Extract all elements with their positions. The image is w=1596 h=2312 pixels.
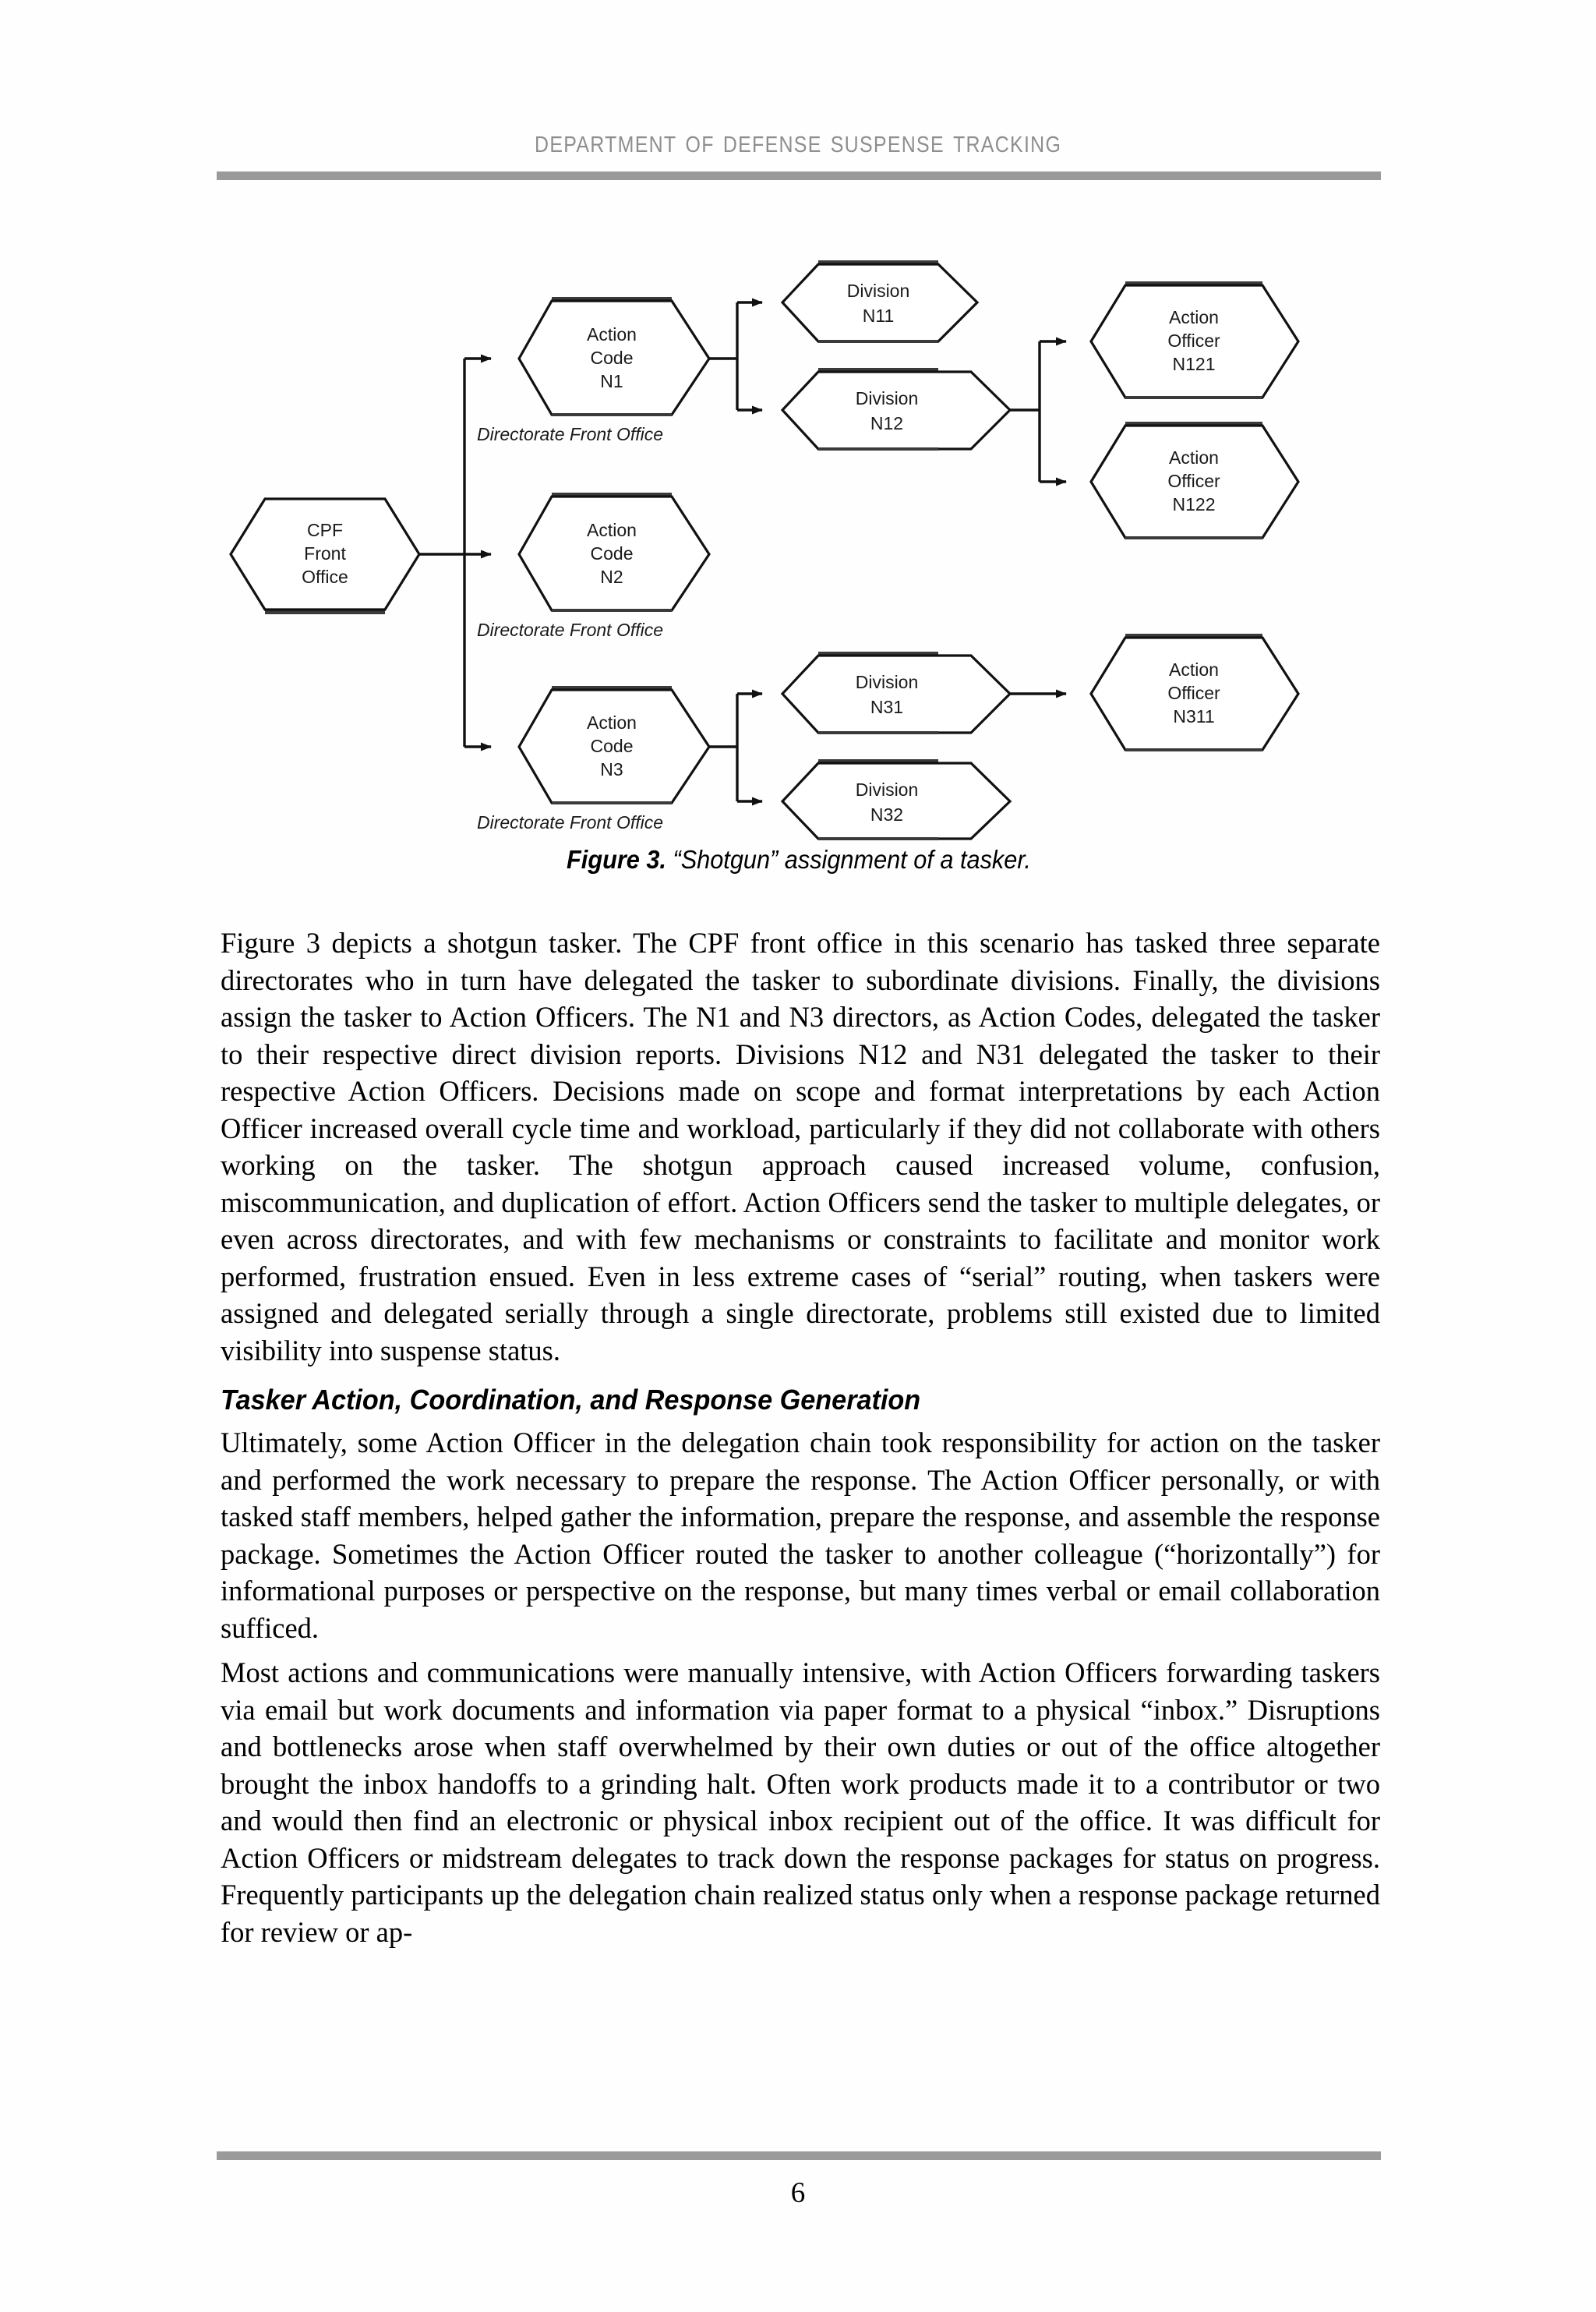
paragraph-1: Figure 3 depicts a shotgun tasker. The CPF front office in this scenario has tasked three separate directorates who in turn have delegated the tasker to subordinate divisions. Finally, the divisions assign the tasker to Action Officers. The N1 and N3 directors, as Action Codes, delegated the tasker to their respective direct division reports. Divisions N12 and N31 delegated the tasker to their respective Action Officers. Decisions made on scope and format interpretations by each Action Officer increased overall cycle time and workload, particularly if they did not collaborate with others working on the tasker. The shotgun approach caused increased volume, confusion, miscommunication, and duplication of effort. Action Officers send the tasker to multiple delegates, or even across directorates, and with few mechanisms or constraints to facilitate and monitor work performed, frustration ensued. Even in less extreme cases of “serial” routing, when taskers were assigned and delegated serially through a single directorate, problems still existed due to limited visibility into suspense status. [221, 927, 1380, 1366]
figure-3-block [217, 248, 1381, 875]
figure-caption [257, 845, 1340, 875]
node-division-n31 [782, 652, 1010, 734]
node-cpf-line2: Front [304, 543, 346, 564]
node-action-officer-n122 [1091, 422, 1298, 539]
header-rule [217, 171, 1381, 180]
running-header-title: department of defense suspense tracking [534, 123, 1062, 159]
node-n121-line3: N121 [1172, 354, 1216, 374]
node-n121-line2: Officer [1167, 331, 1220, 351]
node-action-code-n2 [519, 493, 709, 612]
node-n2-line3: N2 [600, 567, 623, 587]
running-header [0, 123, 1596, 160]
node-n311-line3: N311 [1173, 706, 1215, 726]
node-n122-line1: Action [1169, 447, 1219, 468]
node-n3-line2: Code [590, 736, 634, 756]
paragraph-3: Most actions and communications were manually intensive, with Action Officers forwarding taskers via email but work documents and information via paper format to a physical “inbox.” Disruptions and bottlenecks arose when staff overwhelmed by their own duties or out of the office altogether brought the inbox handoffs to a grinding halt. Often work products made it to a contributor or two and would then find an electronic or physical inbox recipient out of the office. It was difficult for Action Officers or midstream delegates to track down the response packages for status on progress. Frequently participants up the delegation chain realized status only when a response package returned for review or ap- [221, 1656, 1380, 1948]
node-division-n32 [782, 759, 1010, 840]
node-n12-line1: Division [855, 388, 919, 408]
footer-rule [217, 2151, 1381, 2160]
shotgun-tasker-diagram [217, 248, 1381, 840]
node-action-code-n1 [519, 297, 709, 416]
swimlane-label-2: Directorate Front Office [477, 620, 664, 640]
node-division-n12 [782, 368, 1010, 451]
node-n12-line2: N12 [870, 413, 904, 433]
node-n32-line2: N32 [870, 804, 904, 825]
node-n3-line1: Action [587, 712, 637, 733]
body-column [221, 924, 1380, 1952]
node-division-n11 [782, 260, 977, 343]
node-n11-line2: N11 [862, 306, 895, 326]
node-n3-line3: N3 [600, 759, 623, 780]
node-cpf-line3: Office [302, 567, 348, 587]
node-n311-line2: Officer [1167, 683, 1220, 703]
node-n122-line3: N122 [1172, 494, 1216, 514]
node-n121-line1: Action [1169, 307, 1219, 327]
node-cpf-line1: CPF [307, 520, 343, 540]
node-action-officer-n311 [1091, 634, 1298, 751]
page-number: 6 [790, 2177, 806, 2209]
node-n31-line1: Division [855, 672, 919, 692]
swimlane-label-3: Directorate Front Office [477, 812, 664, 833]
node-n311-line1: Action [1169, 659, 1219, 680]
node-action-code-n3 [519, 686, 709, 804]
node-n1-line1: Action [587, 324, 637, 345]
node-n2-line2: Code [590, 543, 634, 564]
node-n31-line2: N31 [870, 697, 904, 717]
node-cpf-front-office [231, 499, 419, 614]
swimlane-label-1: Directorate Front Office [477, 424, 664, 444]
node-n122-line2: Officer [1167, 471, 1220, 491]
node-n11-line1: Division [846, 281, 910, 301]
paragraph-2: Ultimately, some Action Officer in the delegation chain took responsibility for action on the tasker and performed the work necessary to prepare the response. The Action Officer personally, or with tasked staff members, helped gather the information, prepare the response, and assemble the response package. Sometimes the Action Officer routed the tasker to another colleague (“horizontally”) for informational purposes or perspective on the response, but many times verbal or email collaboration sufficed. [221, 1426, 1380, 1644]
node-n32-line1: Division [855, 780, 919, 800]
figure-caption-label: Figure 3. [567, 845, 666, 874]
node-n2-line1: Action [587, 520, 637, 540]
node-n1-line2: Code [590, 348, 634, 368]
node-n1-line3: N1 [600, 371, 623, 391]
figure-caption-text: “Shotgun” assignment of a tasker. [673, 845, 1031, 874]
node-action-officer-n121 [1091, 281, 1298, 399]
section-subheading: Tasker Action, Coordination, and Response Generation [221, 1384, 921, 1416]
